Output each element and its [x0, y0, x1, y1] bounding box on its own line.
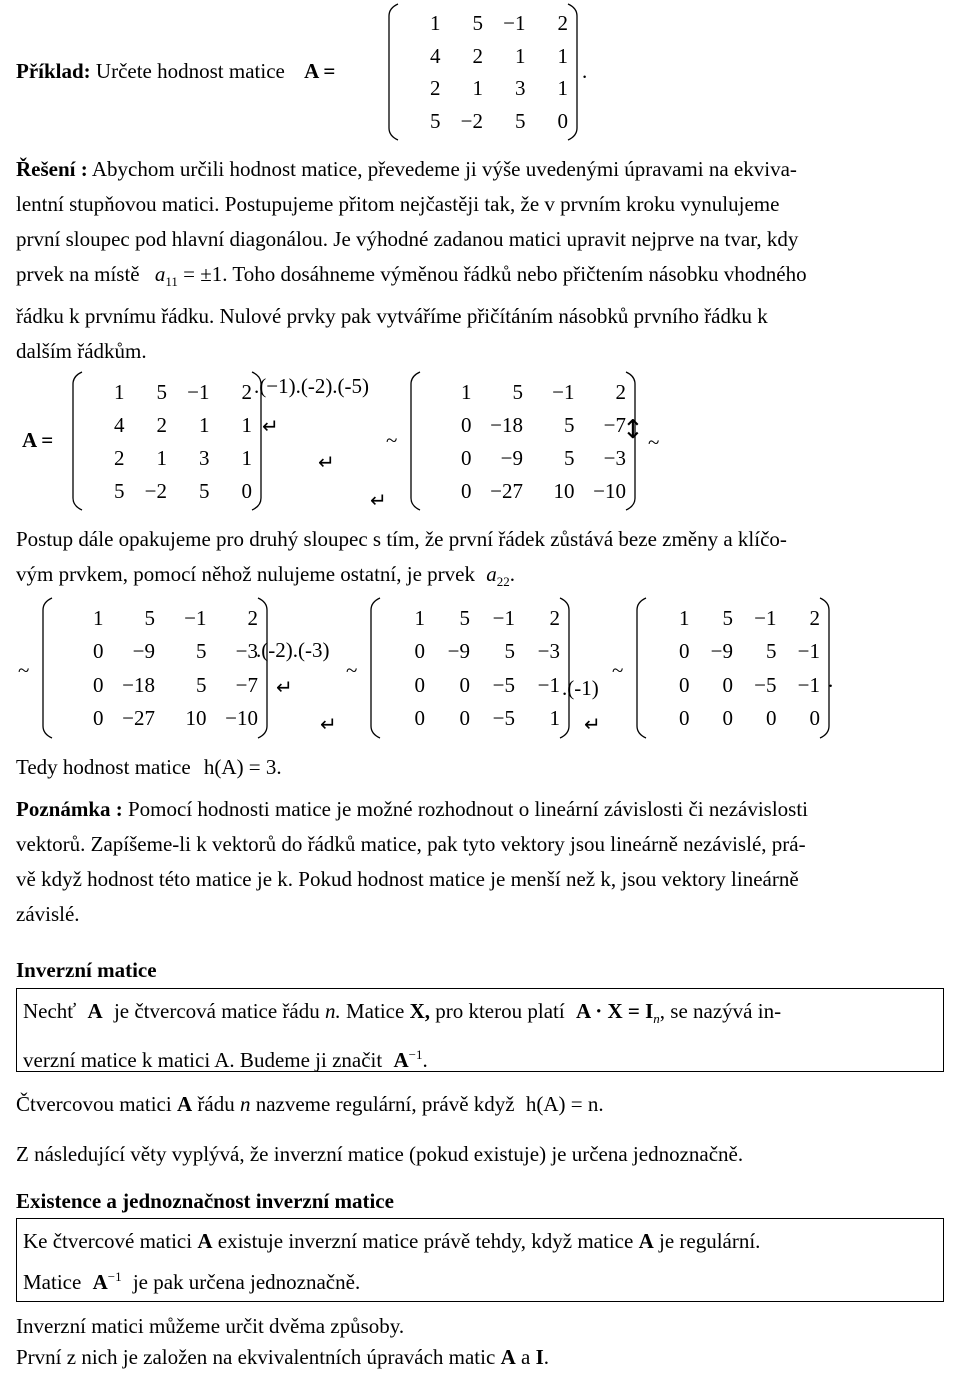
matrix-cell: 1	[241, 412, 252, 437]
matrix-cell: 4	[430, 43, 441, 68]
matrix-cell: 5	[766, 639, 777, 664]
matrix-cell: 0	[809, 706, 820, 731]
step2-tilde-2: ~	[346, 658, 358, 682]
step1-ops: .(−1).(-2).(-5)	[254, 374, 370, 398]
solution-line-1: Řešení : Abychom určili hodnost matice, převedeme ji výše uvedenými úpravami na ekviva-	[16, 157, 797, 181]
example-lhs: A =	[304, 59, 336, 83]
matrix-cell: 1	[557, 43, 568, 68]
matrix-cell: 5	[722, 605, 733, 630]
left-bracket	[389, 4, 398, 140]
matrix-cell: −1	[187, 379, 210, 404]
matrix-cell: 0	[93, 706, 104, 731]
matrix-cell: 0	[459, 672, 470, 697]
matrix-cell: −3	[235, 639, 258, 664]
matrix-cell: 5	[472, 11, 483, 36]
uniqueness-note: Z následující věty vyplývá, že inverzní matice (pokud existuje) je určena jednoznačně.	[16, 1142, 744, 1166]
matrix-cell: −3	[537, 639, 560, 664]
matrix-cell: −9	[710, 639, 733, 664]
step2-matrix-2	[370, 596, 570, 740]
matrix-cell: 2	[472, 43, 483, 68]
row-swap-arrow-icon: ↕	[622, 415, 644, 445]
matrix-cell: 3	[199, 445, 210, 470]
matrix-cell: −18	[490, 412, 523, 437]
matrix-cell: −1	[797, 639, 820, 664]
right-bracket	[258, 598, 267, 738]
matrix-cell: 1	[114, 379, 125, 404]
matrix-cell: −27	[122, 706, 155, 731]
rank-line: Tedy hodnost matice h(A) = 3.	[16, 755, 282, 779]
example-matrix	[388, 2, 578, 142]
step1-lhs: A =	[22, 428, 54, 452]
matrix-cell: 1	[430, 11, 441, 36]
matrix-cell: 2	[156, 412, 167, 437]
matrix-cell: 0	[93, 639, 104, 664]
matrix-cell: 2	[430, 76, 441, 101]
matrix-cell: 0	[459, 706, 470, 731]
solution-line-2: lentní stupňovou matici. Postupujeme přitom nejčastěji tak, že v prvním kroku vynulujeme	[16, 192, 780, 216]
matrix-cell: 1	[549, 706, 560, 731]
matrix-cell: 5	[564, 412, 575, 437]
matrix-cell: 5	[512, 379, 523, 404]
matrix-cell: 2	[615, 379, 626, 404]
matrix-cell: −9	[500, 445, 523, 470]
matrix-cell: −1	[184, 605, 207, 630]
return-arrow-icon: ↵	[370, 488, 387, 512]
matrix-cell: −3	[603, 445, 626, 470]
matrix-cell: 0	[93, 672, 104, 697]
note-line-2: vektorů. Zapíšeme-li k vektorů do řádků matice, pak tyto vektory jsou lineárně nezávislé, prá-	[16, 832, 806, 856]
example-label: Příklad:	[16, 59, 91, 83]
example-text: Určete hodnost matice	[95, 59, 285, 83]
matrix-cell: 0	[414, 639, 425, 664]
matrix-cell: 5	[199, 478, 210, 503]
left-bracket	[371, 598, 380, 738]
matrix-cell: −7	[603, 412, 626, 437]
matrix-cell: 2	[549, 605, 560, 630]
matrix-cell: 5	[196, 672, 207, 697]
inverse-def-line-1: Nechť A je čtvercová matice řádu n. Matice X, pro kterou platí $A \cdot X = I_n$, se nazývá in-	[23, 999, 782, 1027]
matrix-cell: 1	[93, 605, 104, 630]
matrix-cell: −9	[132, 639, 155, 664]
existence-line-1: Ke čtvercové matici A existuje inverzní matice právě tehdy, když matice A je regulární.	[23, 1229, 761, 1253]
solution-line-6: dalším řádkům.	[16, 339, 147, 364]
matrix-cell: 1	[472, 76, 483, 101]
matrix-cell: −27	[490, 478, 523, 503]
step2-line-2: vým prvkem, pomocí něhož nulujeme ostatní, je prvek $a_{22}$.	[16, 562, 515, 590]
matrix-cell: −9	[447, 639, 470, 664]
matrix-cell: −5	[492, 672, 515, 697]
matrix-cell: −18	[122, 672, 155, 697]
step2-paragraph	[16, 522, 944, 599]
matrix-cell: −5	[492, 706, 515, 731]
matrix-cell: 0	[414, 706, 425, 731]
a22-symbol: a	[486, 562, 497, 586]
matrix-cell: 10	[553, 478, 575, 503]
matrix-cell: 2	[809, 605, 820, 630]
matrix-cell: −1	[754, 605, 777, 630]
matrix-cell: 0	[461, 478, 472, 503]
note-line-1: Poznámka : Pomocí hodnosti matice je možné rozhodnout o lineární závislosti či nezávislosti	[16, 797, 809, 821]
note-paragraph	[16, 792, 944, 932]
step2-ops-2: .(-1)	[562, 676, 599, 700]
inverse-def-line-2: verzní matice k matici A. Budeme ji značit $A^{-1}$.	[23, 1047, 428, 1073]
matrix-cell: 1	[199, 412, 210, 437]
methods-line-2: První z nich je založen na ekvivalentních úpravách matic A a I.	[16, 1345, 549, 1369]
step2-end: .	[828, 668, 834, 692]
matrix-cell: 1	[515, 43, 526, 68]
matrix-cell: 3	[515, 76, 526, 101]
matrix-cell: 2	[557, 11, 568, 36]
left-bracket	[43, 598, 52, 738]
matrix-cell: 5	[156, 379, 167, 404]
left-bracket	[73, 372, 82, 510]
matrix-cell: 0	[722, 706, 733, 731]
matrix-cell: 1	[414, 605, 425, 630]
matrix-cell: 0	[766, 706, 777, 731]
return-arrow-icon: ↵	[262, 414, 279, 438]
a11-symbol: a	[154, 262, 166, 286]
step2-line-1: Postup dále opakujeme pro druhý sloupec s tím, že první řádek zůstává beze změny a klíčo-	[16, 527, 787, 551]
matrix-cell: 1	[557, 76, 568, 101]
inverse-definition-box	[16, 988, 944, 1072]
matrix-cell: −5	[754, 672, 777, 697]
solution-line-3: první sloupec pod hlavní diagonálou. Je výhodné zadanou matici upravit nejprve na tvar, kdy	[16, 227, 799, 251]
matrix-cell: −1	[503, 11, 526, 36]
inverse-heading: Inverzní matice	[16, 958, 157, 982]
left-bracket	[637, 598, 646, 738]
step2-tilde-3: ~	[612, 658, 624, 682]
matrix-cell: −1	[797, 672, 820, 697]
rank-expression: h(A) = 3.	[203, 755, 282, 779]
matrix-cell: −10	[225, 706, 258, 731]
matrix-cell: 0	[241, 478, 252, 503]
matrix-cell: 5	[114, 478, 125, 503]
example-line	[16, 54, 335, 89]
matrix-cell: 1	[156, 445, 167, 470]
step1-matrix-2	[410, 370, 636, 512]
matrix-cell: 0	[679, 706, 690, 731]
solution-line-5: řádku k prvnímu řádku. Nulové prvky pak vytváříme přičítáním násobků prvního řádku k	[16, 304, 768, 329]
matrix-cell: −2	[460, 108, 483, 133]
step1-tilde: ~	[386, 428, 398, 452]
matrix-cell: −10	[593, 478, 626, 503]
step2-ops-1: .(-2).(-3)	[256, 638, 330, 662]
matrix-cell: 5	[196, 639, 207, 664]
matrix-cell: 0	[461, 412, 472, 437]
solution-paragraph	[16, 152, 944, 369]
existence-heading: Existence a jednoznačnost inverzní matice	[16, 1189, 394, 1213]
return-arrow-icon: ↵	[318, 450, 335, 474]
matrix-cell: 4	[114, 412, 125, 437]
matrix-cell: 0	[722, 672, 733, 697]
existence-line-2: Matice $A^{-1}$ je pak určena jednoznačně.	[23, 1269, 361, 1294]
solution-line-4: prvek na místě $a_{11} = \pm 1$. Toho dosáhneme výměnou řádků nebo přičtením násobku vhodného	[16, 262, 807, 290]
matrix-cell: 5	[504, 639, 515, 664]
matrix-cell: 1	[679, 605, 690, 630]
matrix-cell: 0	[557, 108, 568, 133]
note-line-4: závislé.	[16, 902, 80, 926]
return-arrow-icon: ↵	[584, 712, 601, 736]
right-bracket	[560, 598, 569, 738]
note-line-3: vě když hodnost této matice je k. Pokud hodnost matice je menší než k, jsou vektory lineárně	[16, 867, 799, 891]
right-bracket	[568, 4, 577, 140]
step1-matrix-1	[72, 370, 262, 512]
methods-line-1: Inverzní matici můžeme určit dvěma způsoby.	[16, 1314, 405, 1338]
matrix-cell: 5	[459, 605, 470, 630]
matrix-cell: 0	[679, 672, 690, 697]
step2-matrix-3	[636, 596, 830, 740]
solution-label: Řešení :	[16, 157, 88, 181]
step2-matrix-1	[42, 596, 268, 740]
matrix-cell: 1	[461, 379, 472, 404]
matrix-cell: 2	[241, 379, 252, 404]
matrix-cell: 5	[515, 108, 526, 133]
return-arrow-icon: ↵	[320, 712, 337, 736]
matrix-cell: 5	[564, 445, 575, 470]
matrix-cell: 5	[430, 108, 441, 133]
matrix-cell: −1	[552, 379, 575, 404]
step2-tilde-1: ~	[18, 658, 30, 682]
matrix-cell: −1	[537, 672, 560, 697]
example-end: .	[582, 59, 588, 83]
matrix-cell: 0	[414, 672, 425, 697]
matrix-cell: 2	[114, 445, 125, 470]
existence-theorem-box	[16, 1218, 944, 1302]
left-bracket	[411, 372, 420, 510]
matrix-cell: 2	[247, 605, 258, 630]
regular-line: Čtvercovou matici A řádu n nazveme regulární, právě když h(A) = n.	[16, 1092, 604, 1116]
matrix-cell: 1	[241, 445, 252, 470]
matrix-cell: −7	[235, 672, 258, 697]
note-label: Poznámka :	[16, 797, 123, 821]
matrix-cell: 10	[185, 706, 207, 731]
matrix-cell: −2	[144, 478, 167, 503]
return-arrow-icon: ↵	[276, 675, 293, 699]
matrix-cell: −1	[492, 605, 515, 630]
step1-swap-tilde: ~	[648, 430, 660, 454]
matrix-cell: 0	[679, 639, 690, 664]
matrix-cell: 0	[461, 445, 472, 470]
matrix-cell: 5	[144, 605, 155, 630]
